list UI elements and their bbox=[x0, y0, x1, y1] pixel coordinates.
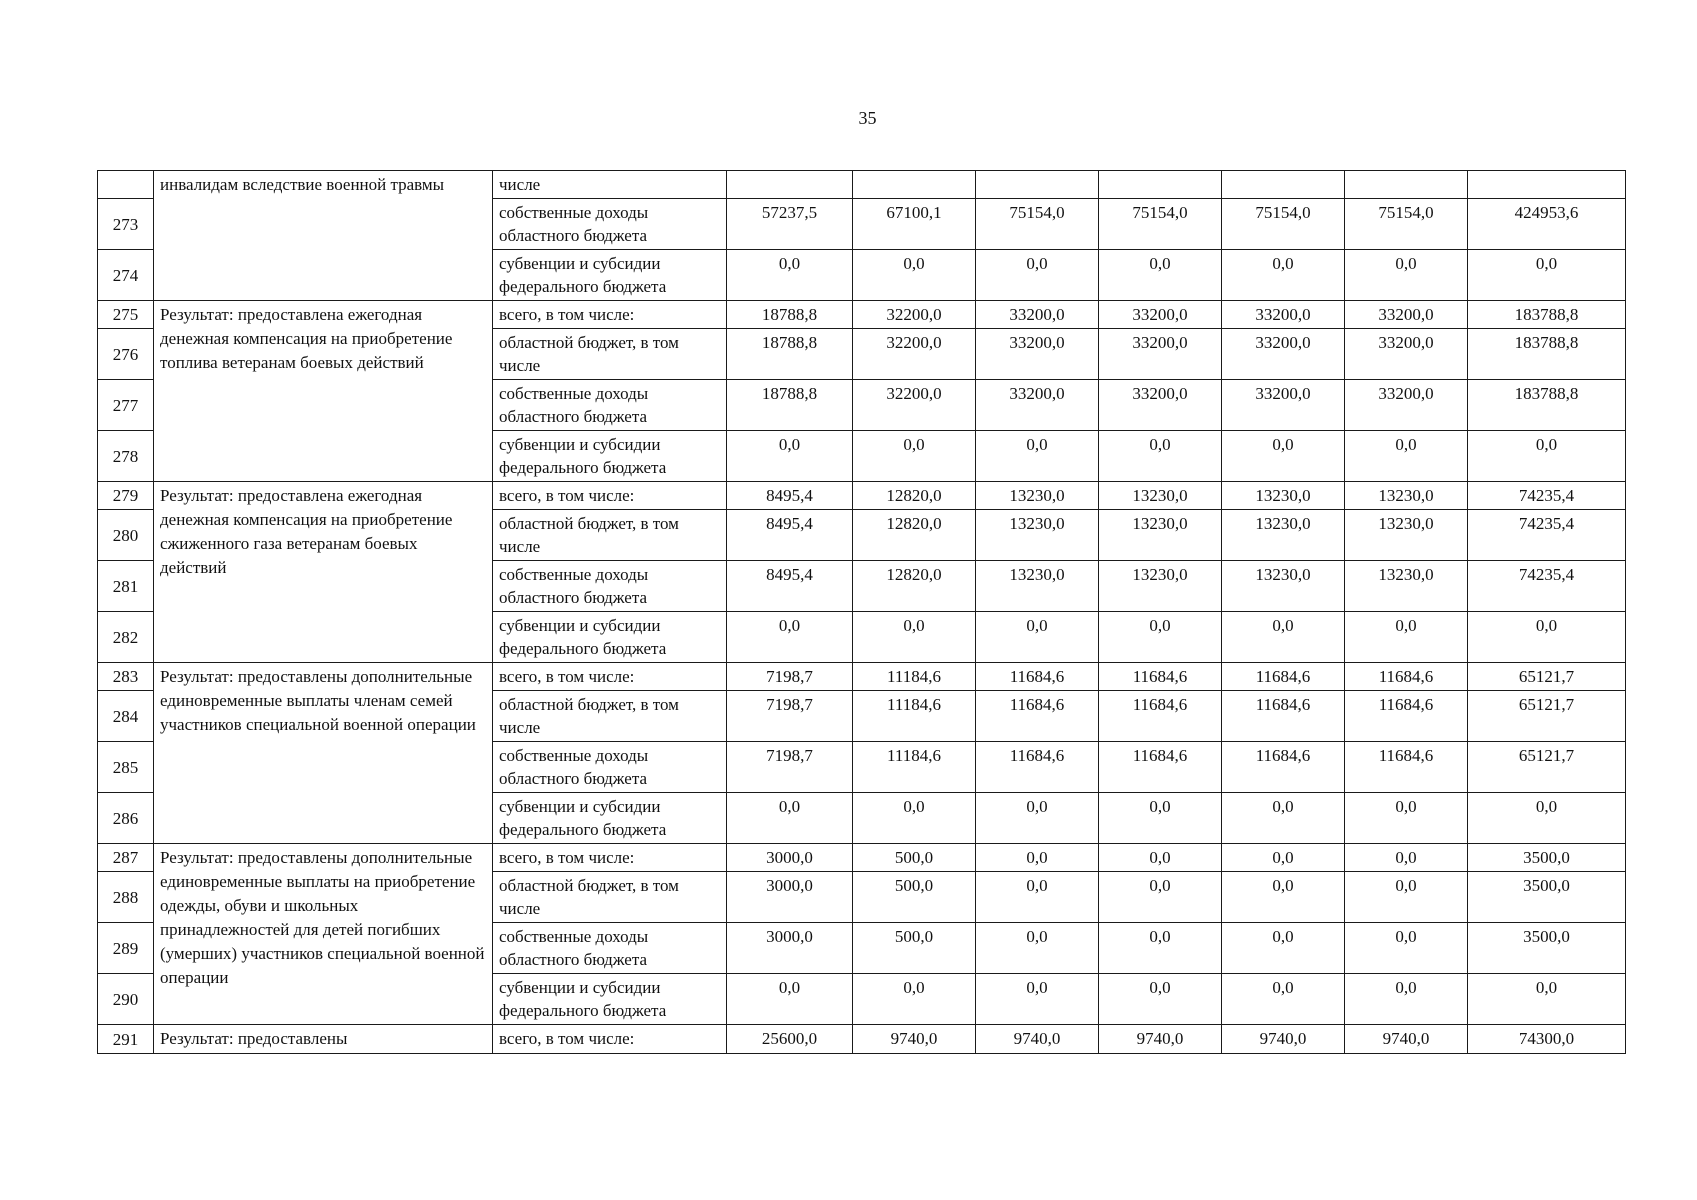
row-number: 287 bbox=[98, 844, 154, 872]
funding-source: всего, в том числе: bbox=[493, 1025, 727, 1054]
year-value-cell: 0,0 bbox=[853, 612, 976, 663]
year-value-cell bbox=[727, 171, 853, 199]
year-value-cell: 75154,0 bbox=[1222, 199, 1345, 250]
row-number: 288 bbox=[98, 872, 154, 923]
funding-source: субвенции и субсидии федерального бюджета bbox=[493, 431, 727, 482]
year-value-cell: 33200,0 bbox=[1099, 329, 1222, 380]
year-value-cell: 0,0 bbox=[1222, 793, 1345, 844]
total-value-cell: 74300,0 bbox=[1468, 1025, 1626, 1054]
year-value-cell: 0,0 bbox=[727, 793, 853, 844]
year-value-cell: 9740,0 bbox=[1345, 1025, 1468, 1054]
table-row bbox=[98, 1025, 1626, 1054]
year-value-cell: 0,0 bbox=[976, 612, 1099, 663]
year-value-cell: 0,0 bbox=[1345, 923, 1468, 974]
row-number: 277 bbox=[98, 380, 154, 431]
year-value-cell: 7198,7 bbox=[727, 742, 853, 793]
year-value-cell: 0,0 bbox=[976, 793, 1099, 844]
year-value-cell: 7198,7 bbox=[727, 691, 853, 742]
year-value-cell: 0,0 bbox=[1099, 612, 1222, 663]
funding-source: областной бюджет, в том числе bbox=[493, 329, 727, 380]
year-value-cell: 0,0 bbox=[1099, 844, 1222, 872]
year-value-cell: 0,0 bbox=[853, 793, 976, 844]
year-value-cell: 0,0 bbox=[727, 431, 853, 482]
year-value-cell: 9740,0 bbox=[853, 1025, 976, 1054]
year-value-cell: 0,0 bbox=[1345, 793, 1468, 844]
year-value-cell: 0,0 bbox=[1222, 974, 1345, 1025]
year-value-cell: 500,0 bbox=[853, 872, 976, 923]
year-value-cell: 32200,0 bbox=[853, 301, 976, 329]
year-value-cell: 0,0 bbox=[1345, 250, 1468, 301]
table-row bbox=[98, 663, 1626, 691]
year-value-cell: 75154,0 bbox=[976, 199, 1099, 250]
total-value-cell: 183788,8 bbox=[1468, 329, 1626, 380]
year-value-cell: 11184,6 bbox=[853, 663, 976, 691]
year-value-cell: 3000,0 bbox=[727, 844, 853, 872]
year-value-cell: 0,0 bbox=[853, 431, 976, 482]
year-value-cell: 0,0 bbox=[976, 872, 1099, 923]
year-value-cell: 0,0 bbox=[853, 250, 976, 301]
row-number: 276 bbox=[98, 329, 154, 380]
year-value-cell: 13230,0 bbox=[976, 482, 1099, 510]
year-value-cell: 0,0 bbox=[1345, 974, 1468, 1025]
row-number: 285 bbox=[98, 742, 154, 793]
year-value-cell: 0,0 bbox=[1099, 250, 1222, 301]
year-value-cell: 18788,8 bbox=[727, 380, 853, 431]
year-value-cell: 11684,6 bbox=[1222, 742, 1345, 793]
funding-source: всего, в том числе: bbox=[493, 663, 727, 691]
year-value-cell: 13230,0 bbox=[1345, 482, 1468, 510]
year-value-cell: 33200,0 bbox=[1345, 380, 1468, 431]
budget-table bbox=[97, 170, 1626, 1054]
year-value-cell: 57237,5 bbox=[727, 199, 853, 250]
year-value-cell bbox=[1222, 171, 1345, 199]
funding-source: всего, в том числе: bbox=[493, 482, 727, 510]
year-value-cell: 13230,0 bbox=[976, 510, 1099, 561]
year-value-cell: 11184,6 bbox=[853, 691, 976, 742]
total-value-cell: 74235,4 bbox=[1468, 482, 1626, 510]
year-value-cell: 0,0 bbox=[1099, 923, 1222, 974]
year-value-cell: 0,0 bbox=[727, 974, 853, 1025]
year-value-cell: 33200,0 bbox=[1345, 329, 1468, 380]
funding-source: областной бюджет, в том числе bbox=[493, 872, 727, 923]
funding-source: числе bbox=[493, 171, 727, 199]
table-row bbox=[98, 482, 1626, 510]
year-value-cell: 0,0 bbox=[1345, 844, 1468, 872]
year-value-cell: 33200,0 bbox=[1222, 329, 1345, 380]
total-value-cell: 424953,6 bbox=[1468, 199, 1626, 250]
year-value-cell: 32200,0 bbox=[853, 380, 976, 431]
year-value-cell: 0,0 bbox=[1345, 872, 1468, 923]
funding-source: субвенции и субсидии федерального бюджета bbox=[493, 793, 727, 844]
year-value-cell: 0,0 bbox=[1345, 612, 1468, 663]
year-value-cell: 9740,0 bbox=[976, 1025, 1099, 1054]
year-value-cell: 11684,6 bbox=[1099, 663, 1222, 691]
funding-source: собственные доходы областного бюджета bbox=[493, 923, 727, 974]
funding-source: субвенции и субсидии федерального бюджета bbox=[493, 974, 727, 1025]
row-number: 286 bbox=[98, 793, 154, 844]
total-value-cell bbox=[1468, 171, 1626, 199]
year-value-cell: 75154,0 bbox=[1345, 199, 1468, 250]
year-value-cell: 11684,6 bbox=[1345, 691, 1468, 742]
total-value-cell: 74235,4 bbox=[1468, 561, 1626, 612]
table-row bbox=[98, 301, 1626, 329]
year-value-cell: 33200,0 bbox=[1099, 380, 1222, 431]
row-number: 275 bbox=[98, 301, 154, 329]
year-value-cell: 13230,0 bbox=[1099, 510, 1222, 561]
year-value-cell: 7198,7 bbox=[727, 663, 853, 691]
total-value-cell: 3500,0 bbox=[1468, 844, 1626, 872]
year-value-cell: 11684,6 bbox=[976, 663, 1099, 691]
funding-source: собственные доходы областного бюджета bbox=[493, 561, 727, 612]
year-value-cell: 0,0 bbox=[1222, 250, 1345, 301]
total-value-cell: 183788,8 bbox=[1468, 301, 1626, 329]
year-value-cell: 0,0 bbox=[727, 612, 853, 663]
row-number: 283 bbox=[98, 663, 154, 691]
total-value-cell: 3500,0 bbox=[1468, 923, 1626, 974]
year-value-cell: 0,0 bbox=[1099, 974, 1222, 1025]
year-value-cell: 11684,6 bbox=[1222, 691, 1345, 742]
row-number: 278 bbox=[98, 431, 154, 482]
year-value-cell: 0,0 bbox=[976, 250, 1099, 301]
year-value-cell: 0,0 bbox=[976, 923, 1099, 974]
funding-source: собственные доходы областного бюджета bbox=[493, 742, 727, 793]
year-value-cell: 0,0 bbox=[1099, 431, 1222, 482]
funding-source: собственные доходы областного бюджета bbox=[493, 199, 727, 250]
year-value-cell: 9740,0 bbox=[1099, 1025, 1222, 1054]
year-value-cell: 13230,0 bbox=[1345, 510, 1468, 561]
year-value-cell: 0,0 bbox=[976, 844, 1099, 872]
funding-source: собственные доходы областного бюджета bbox=[493, 380, 727, 431]
year-value-cell: 0,0 bbox=[1345, 431, 1468, 482]
year-value-cell: 3000,0 bbox=[727, 923, 853, 974]
total-value-cell: 65121,7 bbox=[1468, 742, 1626, 793]
total-value-cell: 183788,8 bbox=[1468, 380, 1626, 431]
year-value-cell: 11684,6 bbox=[976, 691, 1099, 742]
row-number: 273 bbox=[98, 199, 154, 250]
year-value-cell: 0,0 bbox=[853, 974, 976, 1025]
year-value-cell: 0,0 bbox=[976, 431, 1099, 482]
year-value-cell: 11684,6 bbox=[1222, 663, 1345, 691]
result-description: Результат: предоставлена ежегодная денежная компенсация на приобретение сжиженного газа ветеранам боевых действий bbox=[154, 482, 493, 663]
result-description: Результат: предоставлены дополнительные единовременные выплаты членам семей участников специальной военной операции bbox=[154, 663, 493, 844]
table-body bbox=[98, 171, 1626, 1054]
funding-source: всего, в том числе: bbox=[493, 301, 727, 329]
funding-source: субвенции и субсидии федерального бюджета bbox=[493, 250, 727, 301]
year-value-cell bbox=[976, 171, 1099, 199]
result-description: инвалидам вследствие военной травмы bbox=[154, 171, 493, 301]
year-value-cell: 13230,0 bbox=[1345, 561, 1468, 612]
year-value-cell: 11684,6 bbox=[976, 742, 1099, 793]
year-value-cell: 500,0 bbox=[853, 923, 976, 974]
funding-source: субвенции и субсидии федерального бюджета bbox=[493, 612, 727, 663]
result-description: Результат: предоставлены bbox=[154, 1025, 493, 1054]
row-number: 284 bbox=[98, 691, 154, 742]
row-number: 280 bbox=[98, 510, 154, 561]
total-value-cell: 0,0 bbox=[1468, 250, 1626, 301]
funding-source: областной бюджет, в том числе bbox=[493, 510, 727, 561]
year-value-cell: 0,0 bbox=[1099, 793, 1222, 844]
year-value-cell: 18788,8 bbox=[727, 301, 853, 329]
year-value-cell: 3000,0 bbox=[727, 872, 853, 923]
row-number: 282 bbox=[98, 612, 154, 663]
row-number: 281 bbox=[98, 561, 154, 612]
year-value-cell: 11684,6 bbox=[1345, 742, 1468, 793]
row-number: 291 bbox=[98, 1025, 154, 1054]
year-value-cell: 33200,0 bbox=[1222, 301, 1345, 329]
total-value-cell: 74235,4 bbox=[1468, 510, 1626, 561]
year-value-cell bbox=[853, 171, 976, 199]
year-value-cell: 0,0 bbox=[976, 974, 1099, 1025]
year-value-cell: 13230,0 bbox=[976, 561, 1099, 612]
year-value-cell: 12820,0 bbox=[853, 561, 976, 612]
row-number: 274 bbox=[98, 250, 154, 301]
year-value-cell: 12820,0 bbox=[853, 510, 976, 561]
year-value-cell: 13230,0 bbox=[1099, 482, 1222, 510]
total-value-cell: 3500,0 bbox=[1468, 872, 1626, 923]
year-value-cell: 11684,6 bbox=[1345, 663, 1468, 691]
year-value-cell: 13230,0 bbox=[1222, 561, 1345, 612]
year-value-cell: 0,0 bbox=[1222, 923, 1345, 974]
result-description: Результат: предоставлена ежегодная денежная компенсация на приобретение топлива ветеранам боевых действий bbox=[154, 301, 493, 482]
year-value-cell: 11684,6 bbox=[1099, 691, 1222, 742]
year-value-cell: 13230,0 bbox=[1099, 561, 1222, 612]
year-value-cell: 18788,8 bbox=[727, 329, 853, 380]
year-value-cell: 33200,0 bbox=[976, 329, 1099, 380]
year-value-cell: 0,0 bbox=[1222, 872, 1345, 923]
year-value-cell: 0,0 bbox=[1222, 612, 1345, 663]
funding-source: всего, в том числе: bbox=[493, 844, 727, 872]
year-value-cell: 13230,0 bbox=[1222, 482, 1345, 510]
year-value-cell bbox=[1345, 171, 1468, 199]
year-value-cell: 0,0 bbox=[1099, 872, 1222, 923]
year-value-cell: 8495,4 bbox=[727, 482, 853, 510]
year-value-cell: 0,0 bbox=[1222, 431, 1345, 482]
year-value-cell: 67100,1 bbox=[853, 199, 976, 250]
funding-source: областной бюджет, в том числе bbox=[493, 691, 727, 742]
page-number: 35 bbox=[858, 108, 877, 128]
row-number: 289 bbox=[98, 923, 154, 974]
year-value-cell: 33200,0 bbox=[976, 301, 1099, 329]
row-number: 279 bbox=[98, 482, 154, 510]
year-value-cell: 75154,0 bbox=[1099, 199, 1222, 250]
year-value-cell: 11184,6 bbox=[853, 742, 976, 793]
year-value-cell: 33200,0 bbox=[1222, 380, 1345, 431]
year-value-cell: 8495,4 bbox=[727, 561, 853, 612]
year-value-cell bbox=[1099, 171, 1222, 199]
result-description: Результат: предоставлены дополнительные единовременные выплаты на приобретение одежды, обуви и школьных принадлежностей для детей погибших (умерших) участников специальной военной операции bbox=[154, 844, 493, 1025]
row-number: 290 bbox=[98, 974, 154, 1025]
year-value-cell: 13230,0 bbox=[1222, 510, 1345, 561]
year-value-cell: 33200,0 bbox=[1345, 301, 1468, 329]
year-value-cell: 9740,0 bbox=[1222, 1025, 1345, 1054]
total-value-cell: 0,0 bbox=[1468, 612, 1626, 663]
year-value-cell: 32200,0 bbox=[853, 329, 976, 380]
table-row bbox=[98, 844, 1626, 872]
year-value-cell: 8495,4 bbox=[727, 510, 853, 561]
year-value-cell: 0,0 bbox=[727, 250, 853, 301]
total-value-cell: 0,0 bbox=[1468, 431, 1626, 482]
year-value-cell: 12820,0 bbox=[853, 482, 976, 510]
total-value-cell: 0,0 bbox=[1468, 793, 1626, 844]
year-value-cell: 33200,0 bbox=[1099, 301, 1222, 329]
year-value-cell: 25600,0 bbox=[727, 1025, 853, 1054]
row-number bbox=[98, 171, 154, 199]
year-value-cell: 500,0 bbox=[853, 844, 976, 872]
year-value-cell: 11684,6 bbox=[1099, 742, 1222, 793]
total-value-cell: 65121,7 bbox=[1468, 663, 1626, 691]
total-value-cell: 0,0 bbox=[1468, 974, 1626, 1025]
year-value-cell: 0,0 bbox=[1222, 844, 1345, 872]
year-value-cell: 33200,0 bbox=[976, 380, 1099, 431]
table-row bbox=[98, 171, 1626, 199]
total-value-cell: 65121,7 bbox=[1468, 691, 1626, 742]
